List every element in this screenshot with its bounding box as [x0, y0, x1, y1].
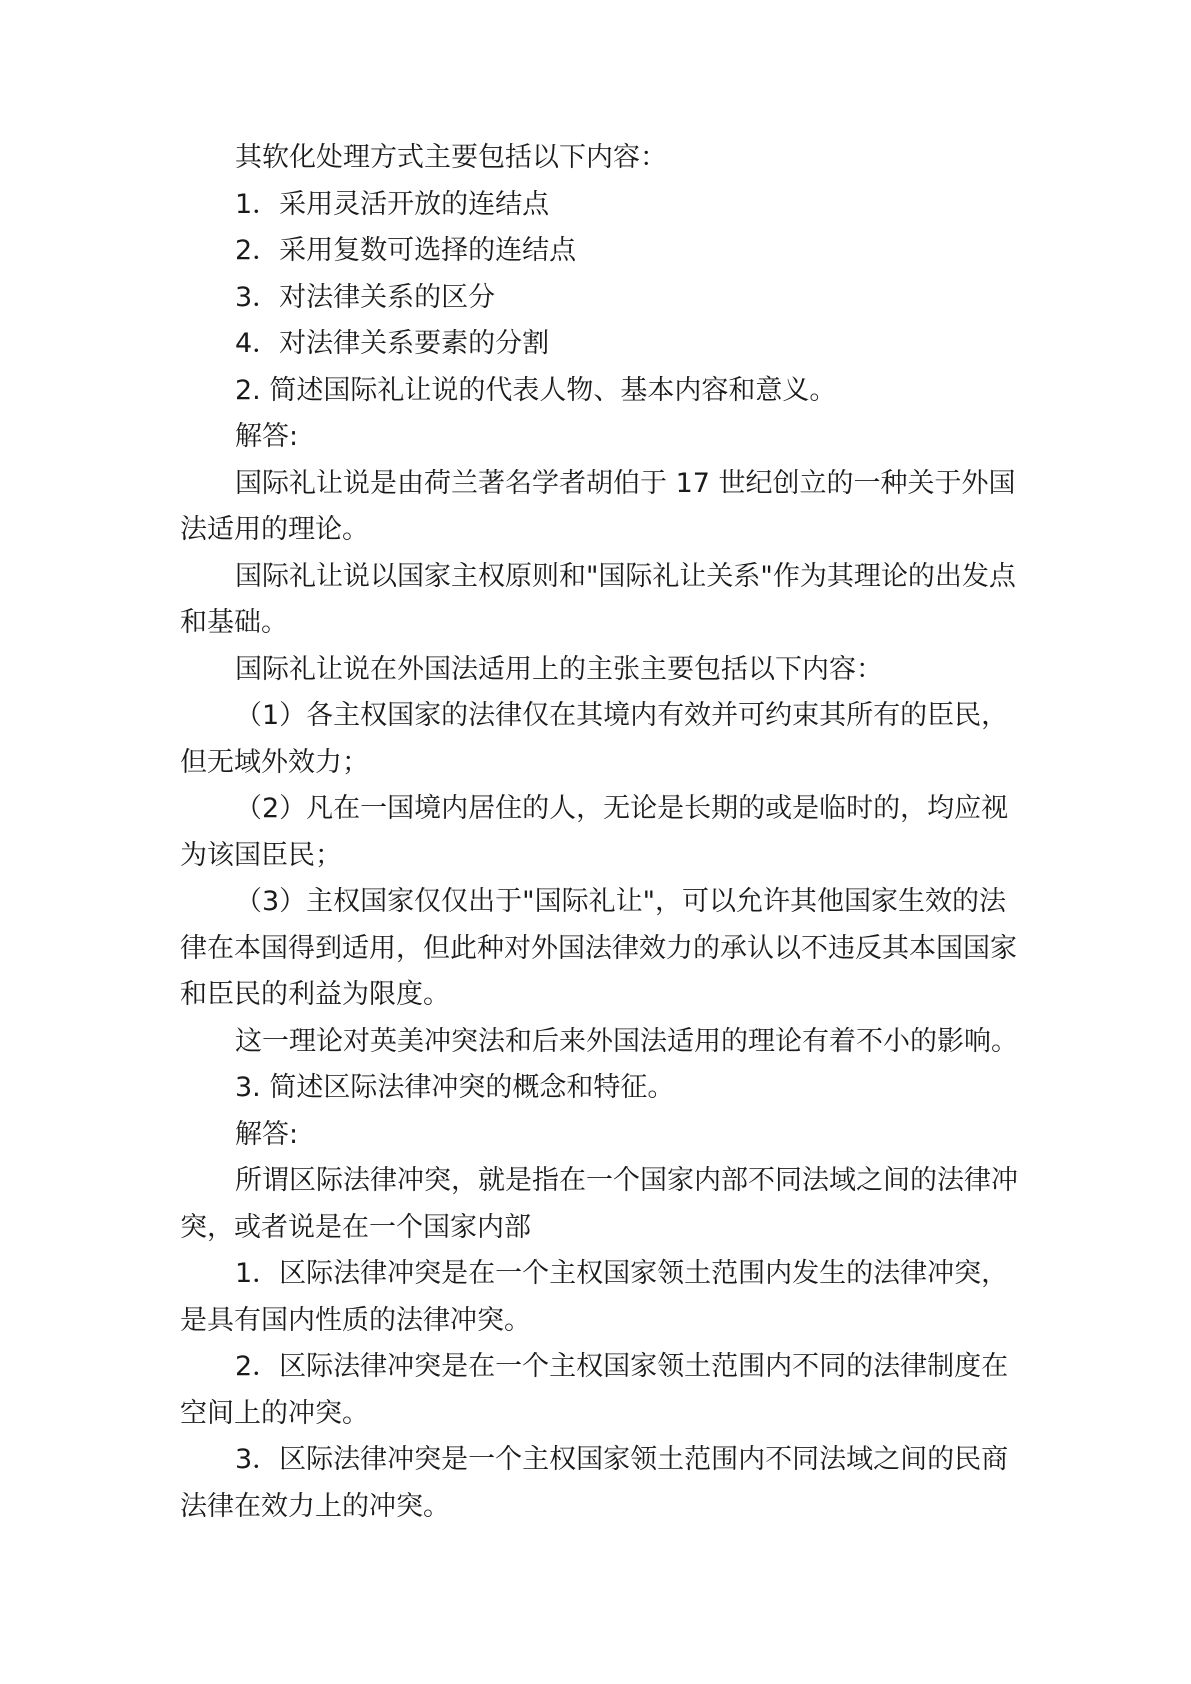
paragraph-2: 1．采用灵活开放的连结点: [235, 188, 550, 220]
paragraph-20: 3．区际法律冲突是一个主权国家领土范围内不同法域之间的民商法律在效力上的冲突。: [180, 1444, 1009, 1522]
paragraph-14: 这一理论对英美冲突法和后来外国法适用的理论有着不小的影响。: [235, 1025, 1018, 1057]
answer-label-2: 解答:: [235, 1118, 299, 1150]
document-body: [180, 135, 1030, 1530]
paragraph-3: 2．采用复数可选择的连结点: [235, 235, 577, 266]
paragraph-4: 3．对法律关系的区分: [235, 281, 496, 313]
paragraph-1: 其软化处理方式主要包括以下内容：: [235, 142, 667, 173]
question-3-heading: 3. 简述区际法律冲突的概念和特征。: [235, 1072, 675, 1103]
paragraph-18: 1．区际法律冲突是在一个主权国家领土范围内发生的法律冲突，是具有国内性质的法律冲突。: [180, 1258, 1009, 1336]
paragraph-9: 国际礼让说以国家主权原则和"国际礼让关系"作为其理论的出发点和基础。: [180, 560, 1016, 638]
paragraph-8: 国际礼让说是由荷兰著名学者胡伯于 17 世纪创立的一种关于外国法适用的理论。: [180, 467, 1016, 545]
paragraph-17: 所谓区际法律冲突，就是指在一个国家内部不同法域之间的法律冲突，或者说是在一个国家内部: [180, 1165, 1018, 1243]
paragraph-19: 2．区际法律冲突是在一个主权国家领土范围内不同的法律制度在空间上的冲突。: [180, 1351, 1009, 1429]
paragraph-5: 4．对法律关系要素的分割: [235, 328, 550, 359]
paragraph-10: 国际礼让说在外国法适用上的主张主要包括以下内容：: [235, 653, 883, 685]
paragraph-11: （1）各主权国家的法律仅在其境内有效并可约束其所有的臣民，但无域外效力；: [180, 700, 1009, 778]
paragraph-12: （2）凡在一国境内居住的人，无论是长期的或是临时的，均应视为该国臣民；: [180, 793, 1009, 871]
question-2-heading: 2. 简述国际礼让说的代表人物、基本内容和意义。: [235, 374, 837, 406]
paragraph-13: （3）主权国家仅仅出于"国际礼让"，可以允许其他国家生效的法律在本国得到适用，但此种对外国法律效力的承认以不违反其本国国家和臣民的利益为限度。: [180, 886, 1017, 1010]
answer-label-1: 解答:: [235, 421, 299, 452]
